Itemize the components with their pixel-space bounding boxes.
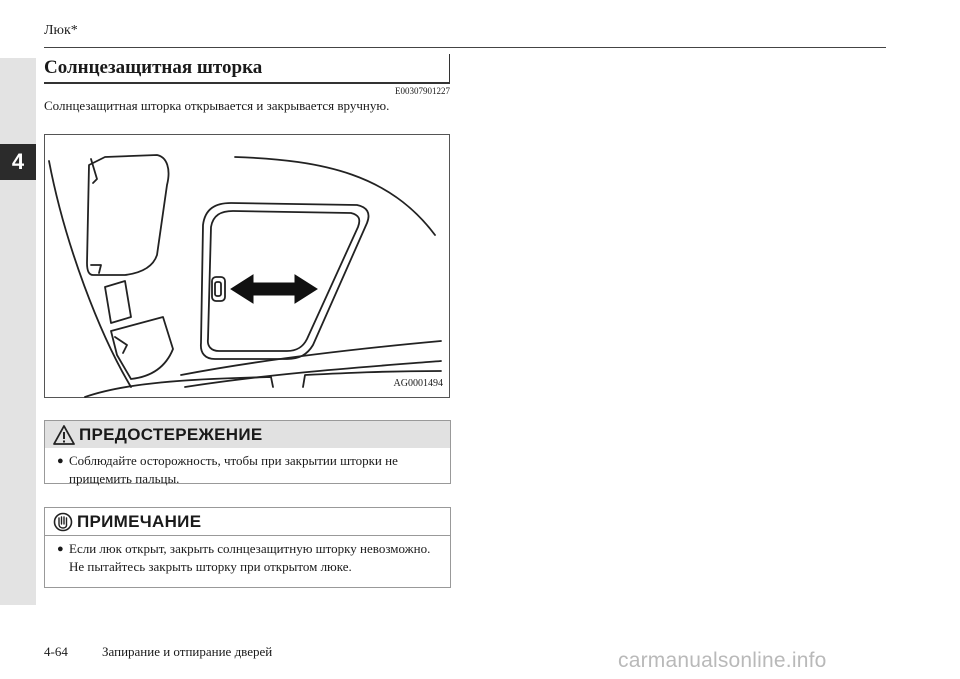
header-divider <box>44 47 886 48</box>
vanity-mirror <box>105 281 131 323</box>
warning-item <box>57 452 440 488</box>
watermark: carmanualsonline.info <box>618 649 827 672</box>
headliner-edge <box>235 157 435 235</box>
warning-text: Соблюдайте осторожность, чтобы при закрытии шторки не прищемить пальцы. <box>69 453 398 486</box>
sunshade-drawing <box>45 135 451 399</box>
bullet-icon: ● <box>57 455 64 467</box>
note-hand-icon <box>53 512 73 532</box>
sun-visor <box>87 155 169 275</box>
note-text: Если люк открыт, закрыть солнцезащитную шторку невозможно. Не пытайтесь закрыть шторку при открытом люке. <box>69 541 431 574</box>
sunshade-handle <box>212 277 225 301</box>
sunroof-frame-outer <box>201 203 369 359</box>
rear-line-1 <box>181 341 441 375</box>
running-header: Люк* <box>44 23 78 38</box>
side-band <box>0 58 36 605</box>
warning-header <box>45 421 450 448</box>
note-header <box>45 508 450 536</box>
sunshade-illustration <box>44 134 450 398</box>
section-code: E00307901227 <box>395 86 450 96</box>
note-title: ПРИМЕЧАНИЕ <box>77 511 202 531</box>
warning-title: ПРЕДОСТЕРЕЖЕНИЕ <box>79 424 263 444</box>
note-box <box>44 507 451 588</box>
section-body: Солнцезащитная шторка открывается и закрывается вручную. <box>44 98 390 113</box>
chapter-tab: 4 <box>0 144 36 180</box>
double-arrow-icon <box>231 275 317 303</box>
warning-triangle-icon <box>53 425 75 445</box>
note-item <box>57 540 440 576</box>
sunroof-frame-inner <box>208 211 359 351</box>
footer-section: Запирание и отпирание дверей <box>102 644 273 659</box>
title-divider <box>449 54 450 84</box>
bullet-icon: ● <box>57 543 64 555</box>
page-number: 4-64 <box>44 644 68 659</box>
warning-box <box>44 420 451 484</box>
section-title: Солнцезащитная шторка <box>44 54 450 84</box>
figure-code: AG0001494 <box>393 378 443 389</box>
